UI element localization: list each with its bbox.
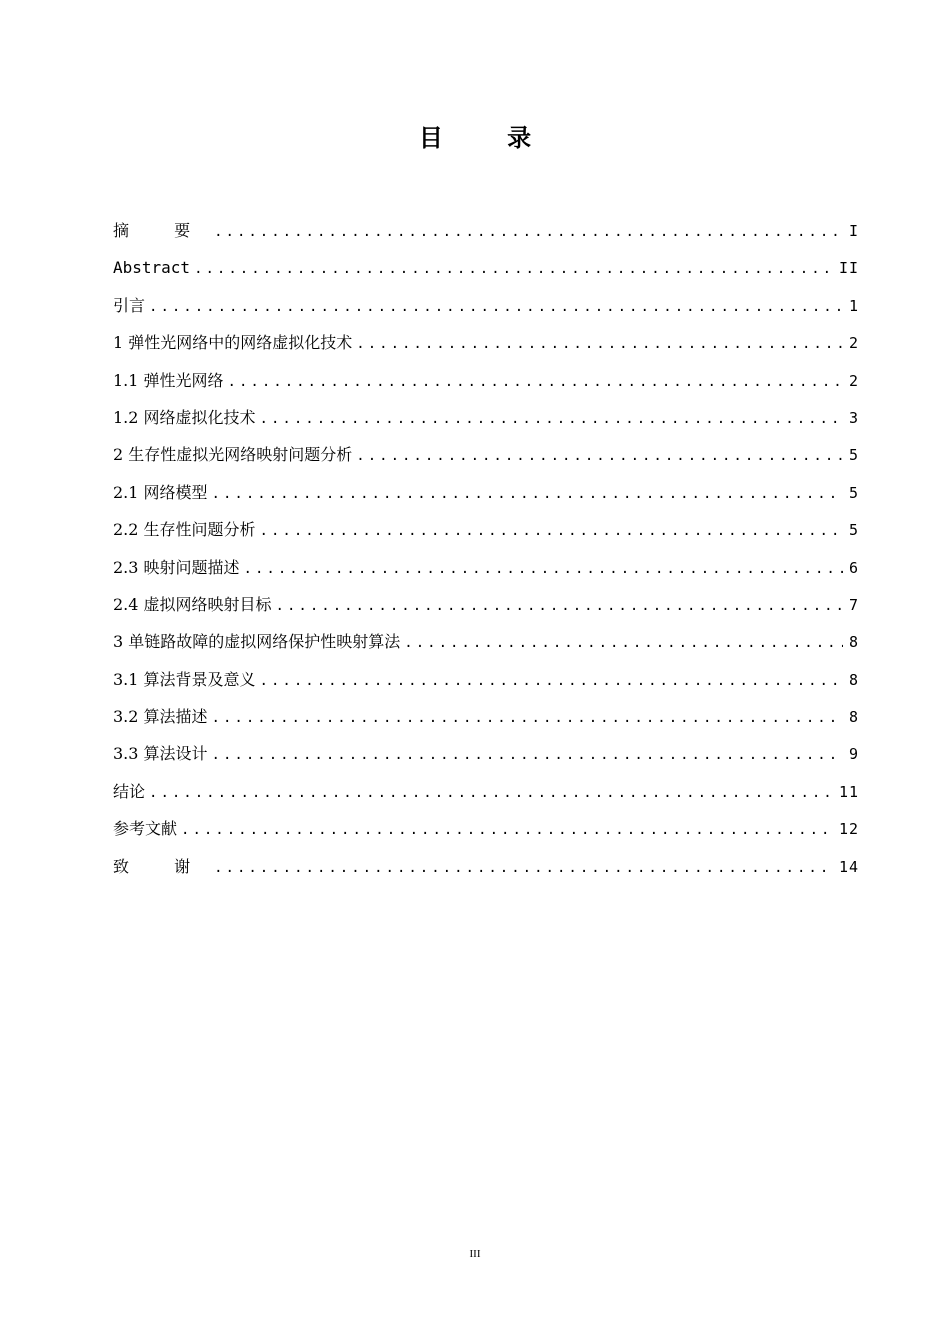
toc-entry-page: 11 — [838, 782, 859, 801]
toc-entry-page: 1 — [848, 296, 859, 315]
table-of-contents — [113, 212, 859, 885]
toc-entry-label: 3.1 算法背景及意义 — [113, 669, 256, 689]
toc-leader-dots — [181, 812, 833, 849]
page-title: 目 录 — [418, 124, 560, 152]
toc-leader-dots — [356, 438, 843, 475]
toc-entry[interactable] — [113, 623, 859, 660]
toc-entry-page: I — [848, 222, 859, 240]
toc-entry-label: 2.2 生存性问题分析 — [113, 520, 256, 540]
toc-entry-page: 2 — [848, 334, 859, 353]
toc-entry-page: 14 — [838, 857, 859, 876]
toc-entry[interactable] — [113, 586, 859, 623]
toc-entry[interactable] — [113, 810, 859, 847]
toc-entry-label: 引言 — [113, 295, 146, 315]
toc-entry[interactable] — [113, 773, 859, 810]
toc-leader-dots — [214, 214, 843, 251]
toc-entry[interactable] — [113, 399, 859, 436]
toc-entry-page: 8 — [848, 670, 859, 689]
toc-entry-page: 2 — [848, 371, 859, 390]
toc-entry-page: 3 — [848, 408, 859, 427]
toc-entry-page: 8 — [848, 708, 859, 727]
toc-entry-label: Abstract — [113, 258, 191, 278]
toc-entry-page: 8 — [848, 633, 859, 652]
toc-leader-dots — [276, 588, 843, 625]
toc-entry-label: 2.4 虚拟网络映射目标 — [113, 594, 272, 614]
toc-leader-dots — [260, 663, 843, 700]
toc-entry-page: 5 — [848, 446, 859, 465]
page-number: III — [469, 1248, 481, 1260]
toc-entry[interactable] — [113, 362, 859, 399]
toc-entry[interactable] — [113, 848, 859, 885]
toc-entry[interactable] — [113, 436, 859, 473]
toc-leader-dots — [260, 401, 843, 438]
toc-entry[interactable] — [113, 661, 859, 698]
toc-leader-dots — [244, 551, 843, 588]
toc-entry-label: 摘 要 — [113, 221, 211, 240]
toc-entry[interactable] — [113, 287, 859, 324]
toc-entry-label: 1 弹性光网络中的网络虚拟化技术 — [113, 333, 353, 353]
toc-entry-page: 5 — [848, 483, 859, 502]
toc-leader-dots — [149, 289, 843, 326]
toc-entry[interactable] — [113, 735, 859, 772]
toc-entry-page: 12 — [838, 820, 859, 839]
toc-entry[interactable] — [113, 549, 859, 586]
toc-leader-dots — [260, 513, 843, 550]
toc-entry[interactable] — [113, 324, 859, 361]
toc-leader-dots — [228, 364, 843, 401]
toc-entry[interactable] — [113, 698, 859, 735]
toc-entry-label: 结论 — [113, 781, 146, 801]
toc-entry-label: 1.2 网络虚拟化技术 — [113, 407, 256, 427]
toc-entry[interactable] — [113, 212, 859, 249]
toc-entry[interactable] — [113, 474, 859, 511]
toc-leader-dots — [212, 700, 843, 737]
toc-entry-label: 3.2 算法描述 — [113, 707, 208, 727]
toc-entry-label: 2.1 网络模型 — [113, 482, 208, 502]
toc-leader-dots — [212, 476, 843, 513]
toc-leader-dots — [194, 251, 833, 288]
toc-entry[interactable] — [113, 511, 859, 548]
toc-entry-page: 7 — [848, 595, 859, 614]
toc-leader-dots — [149, 775, 833, 812]
toc-leader-dots — [404, 625, 843, 662]
toc-entry-label: 1.1 弹性光网络 — [113, 370, 224, 390]
toc-entry[interactable] — [113, 249, 859, 286]
toc-leader-dots — [212, 737, 843, 774]
toc-leader-dots — [214, 850, 833, 887]
toc-entry-page: II — [838, 259, 859, 278]
toc-entry-label: 致 谢 — [113, 856, 211, 876]
toc-leader-dots — [356, 326, 843, 363]
toc-entry-label: 3.3 算法设计 — [113, 744, 208, 764]
toc-entry-page: 6 — [848, 558, 859, 577]
toc-entry-page: 9 — [848, 745, 859, 764]
toc-entry-label: 2.3 映射问题描述 — [113, 557, 240, 577]
toc-entry-label: 2 生存性虚拟光网络映射问题分析 — [113, 445, 353, 465]
toc-entry-page: 5 — [848, 521, 859, 540]
toc-entry-label: 参考文献 — [113, 819, 178, 839]
toc-entry-label: 3 单链路故障的虚拟网络保护性映射算法 — [113, 632, 401, 652]
